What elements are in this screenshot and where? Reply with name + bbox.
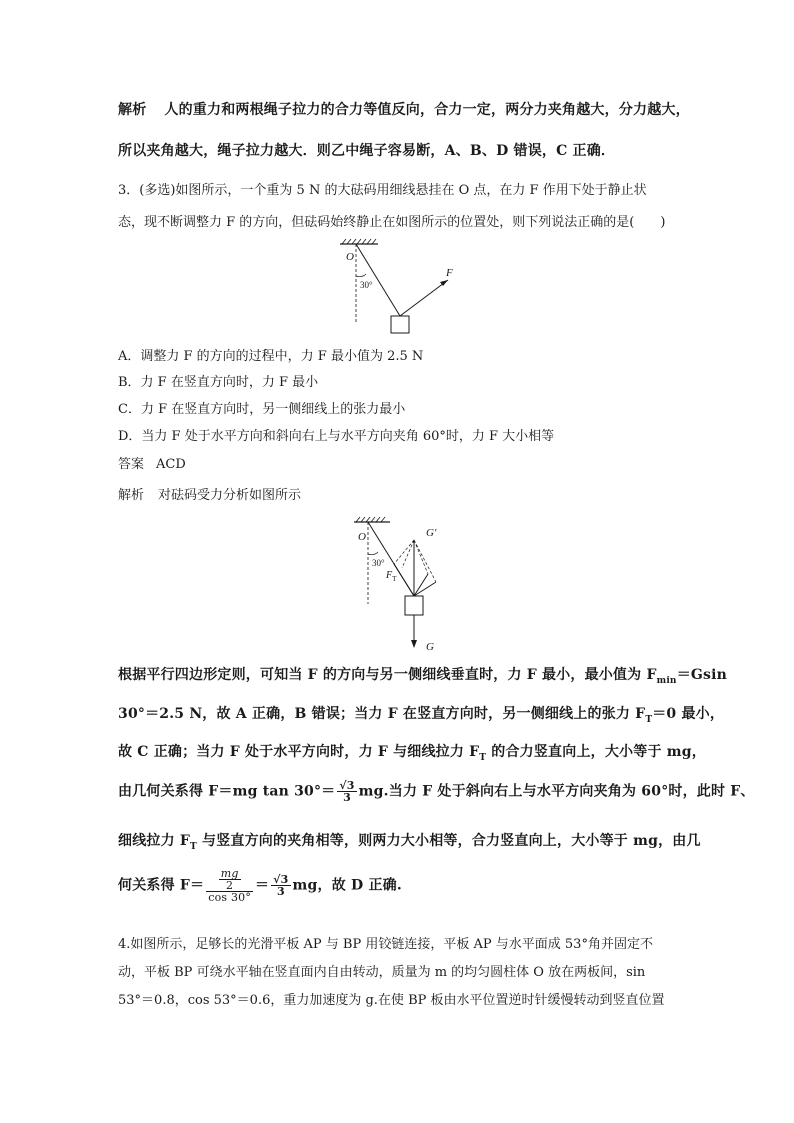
q3-answer: 答案 ACD <box>118 457 186 472</box>
fig1-angle: 30° <box>360 280 373 290</box>
q3-option-c: C．力 F 在竖直方向时，另一侧细线上的张力最小 <box>118 402 406 417</box>
q4-stem-3: 53°＝0.8，cos 53°＝0.6，重力加速度为 g.在使 BP 板由水平位置逆时针缓慢转动到竖直位置 <box>118 993 665 1008</box>
q3-stem-2: 态，现不断调整力 F 的方向，但砝码始终静止在如图所示的位置处，则下列说法正确的是( ) <box>118 215 666 230</box>
q3-stem-1: 3．(多选)如图所示，一个重为 5 N 的大砝码用细线悬挂在 O 点，在力 F 作用下处于静止状 <box>118 183 647 198</box>
q3-option-d: D．当力 F 处于水平方向和斜向右上与水平方向夹角 60°时，力 F 大小相等 <box>118 429 555 444</box>
q3-analysis-5: 细线拉力 $F_T$ 与竖直方向的夹角相等，则两力大小相等，合力竖直向上，大小等于 mg，由几 <box>118 833 701 852</box>
q3-analysis-4: 由几何关系得 F＝mg tan 30°＝ $\frac{√3}{3}$ mg.当力 F 处于斜向右上与水平方向夹角为 60°时，此时 F、 <box>118 779 755 804</box>
fig2-angle: 30° <box>372 558 385 568</box>
q3-analysis-6: 何关系得 F＝ $\frac{\frac{mg}{2}}{\cos 30^\circ}$ ＝ $\frac{√3}{3}$ mg，故 D 正确. <box>118 867 402 904</box>
fig1-label-o: O <box>346 251 354 263</box>
q4-stem-1: 4.如图所示，足够长的光滑平板 AP 与 BP 用铰链连接，平板 AP 与水平面成 53°角并固定不 <box>118 937 653 952</box>
q3-answer-value: ACD <box>156 457 186 472</box>
analysis-text-1: 人的重力和两根绳子拉力的合力等值反向，合力一定，两分力夹角越大，分力越大， <box>164 102 690 118</box>
q3-option-a: A．调整力 F 的方向的过程中，力 F 最小值为 2.5 N <box>118 349 424 364</box>
q3-analysis-2: 30°＝2.5 N，故 A 正确，B 错误；当力 F 在竖直方向时，另一侧细线上的张力 $F_T=0$ 最小， <box>118 706 725 725</box>
fig2-label-o: O <box>358 531 366 543</box>
fig1-label-f: F <box>446 267 453 279</box>
analysis-line-1 <box>118 103 690 117</box>
q3-analysis-intro: 解析 对砝码受力分析如图所示 <box>118 488 302 503</box>
fig2-label-ft: $F_T$ <box>386 570 397 583</box>
analysis-label: 解析 <box>118 102 147 118</box>
q3-figure <box>330 238 470 338</box>
fig2-label-g: G <box>426 641 434 652</box>
q3-option-b: B．力 F 在竖直方向时，力 F 最小 <box>118 375 319 390</box>
q3-analysis-1: 根据平行四边形定则，可知当 F 的方向与另一侧细线垂直时，力 F 最小，最小值为 $F_{min}=Gsin$ <box>118 667 728 686</box>
q4-stem-2: 动，平板 BP 可绕水平轴在竖直面内自由转动，质量为 m 的均匀圆柱体 O 放在两板间，sin <box>118 965 646 980</box>
analysis-line-2: 所以夹角越大，绳子拉力越大．则乙中绳子容易断，A、B、D 错误，C 正确． <box>118 143 616 159</box>
q3-analysis-3: 故 C 正确；当力 F 处于水平方向时，力 F 与细线拉力 $F_T$ 的合力竖直向上，大小等于 mg， <box>118 744 706 763</box>
q3-analysis-figure <box>346 516 456 652</box>
fig2-label-gprime: G′ <box>426 527 437 539</box>
